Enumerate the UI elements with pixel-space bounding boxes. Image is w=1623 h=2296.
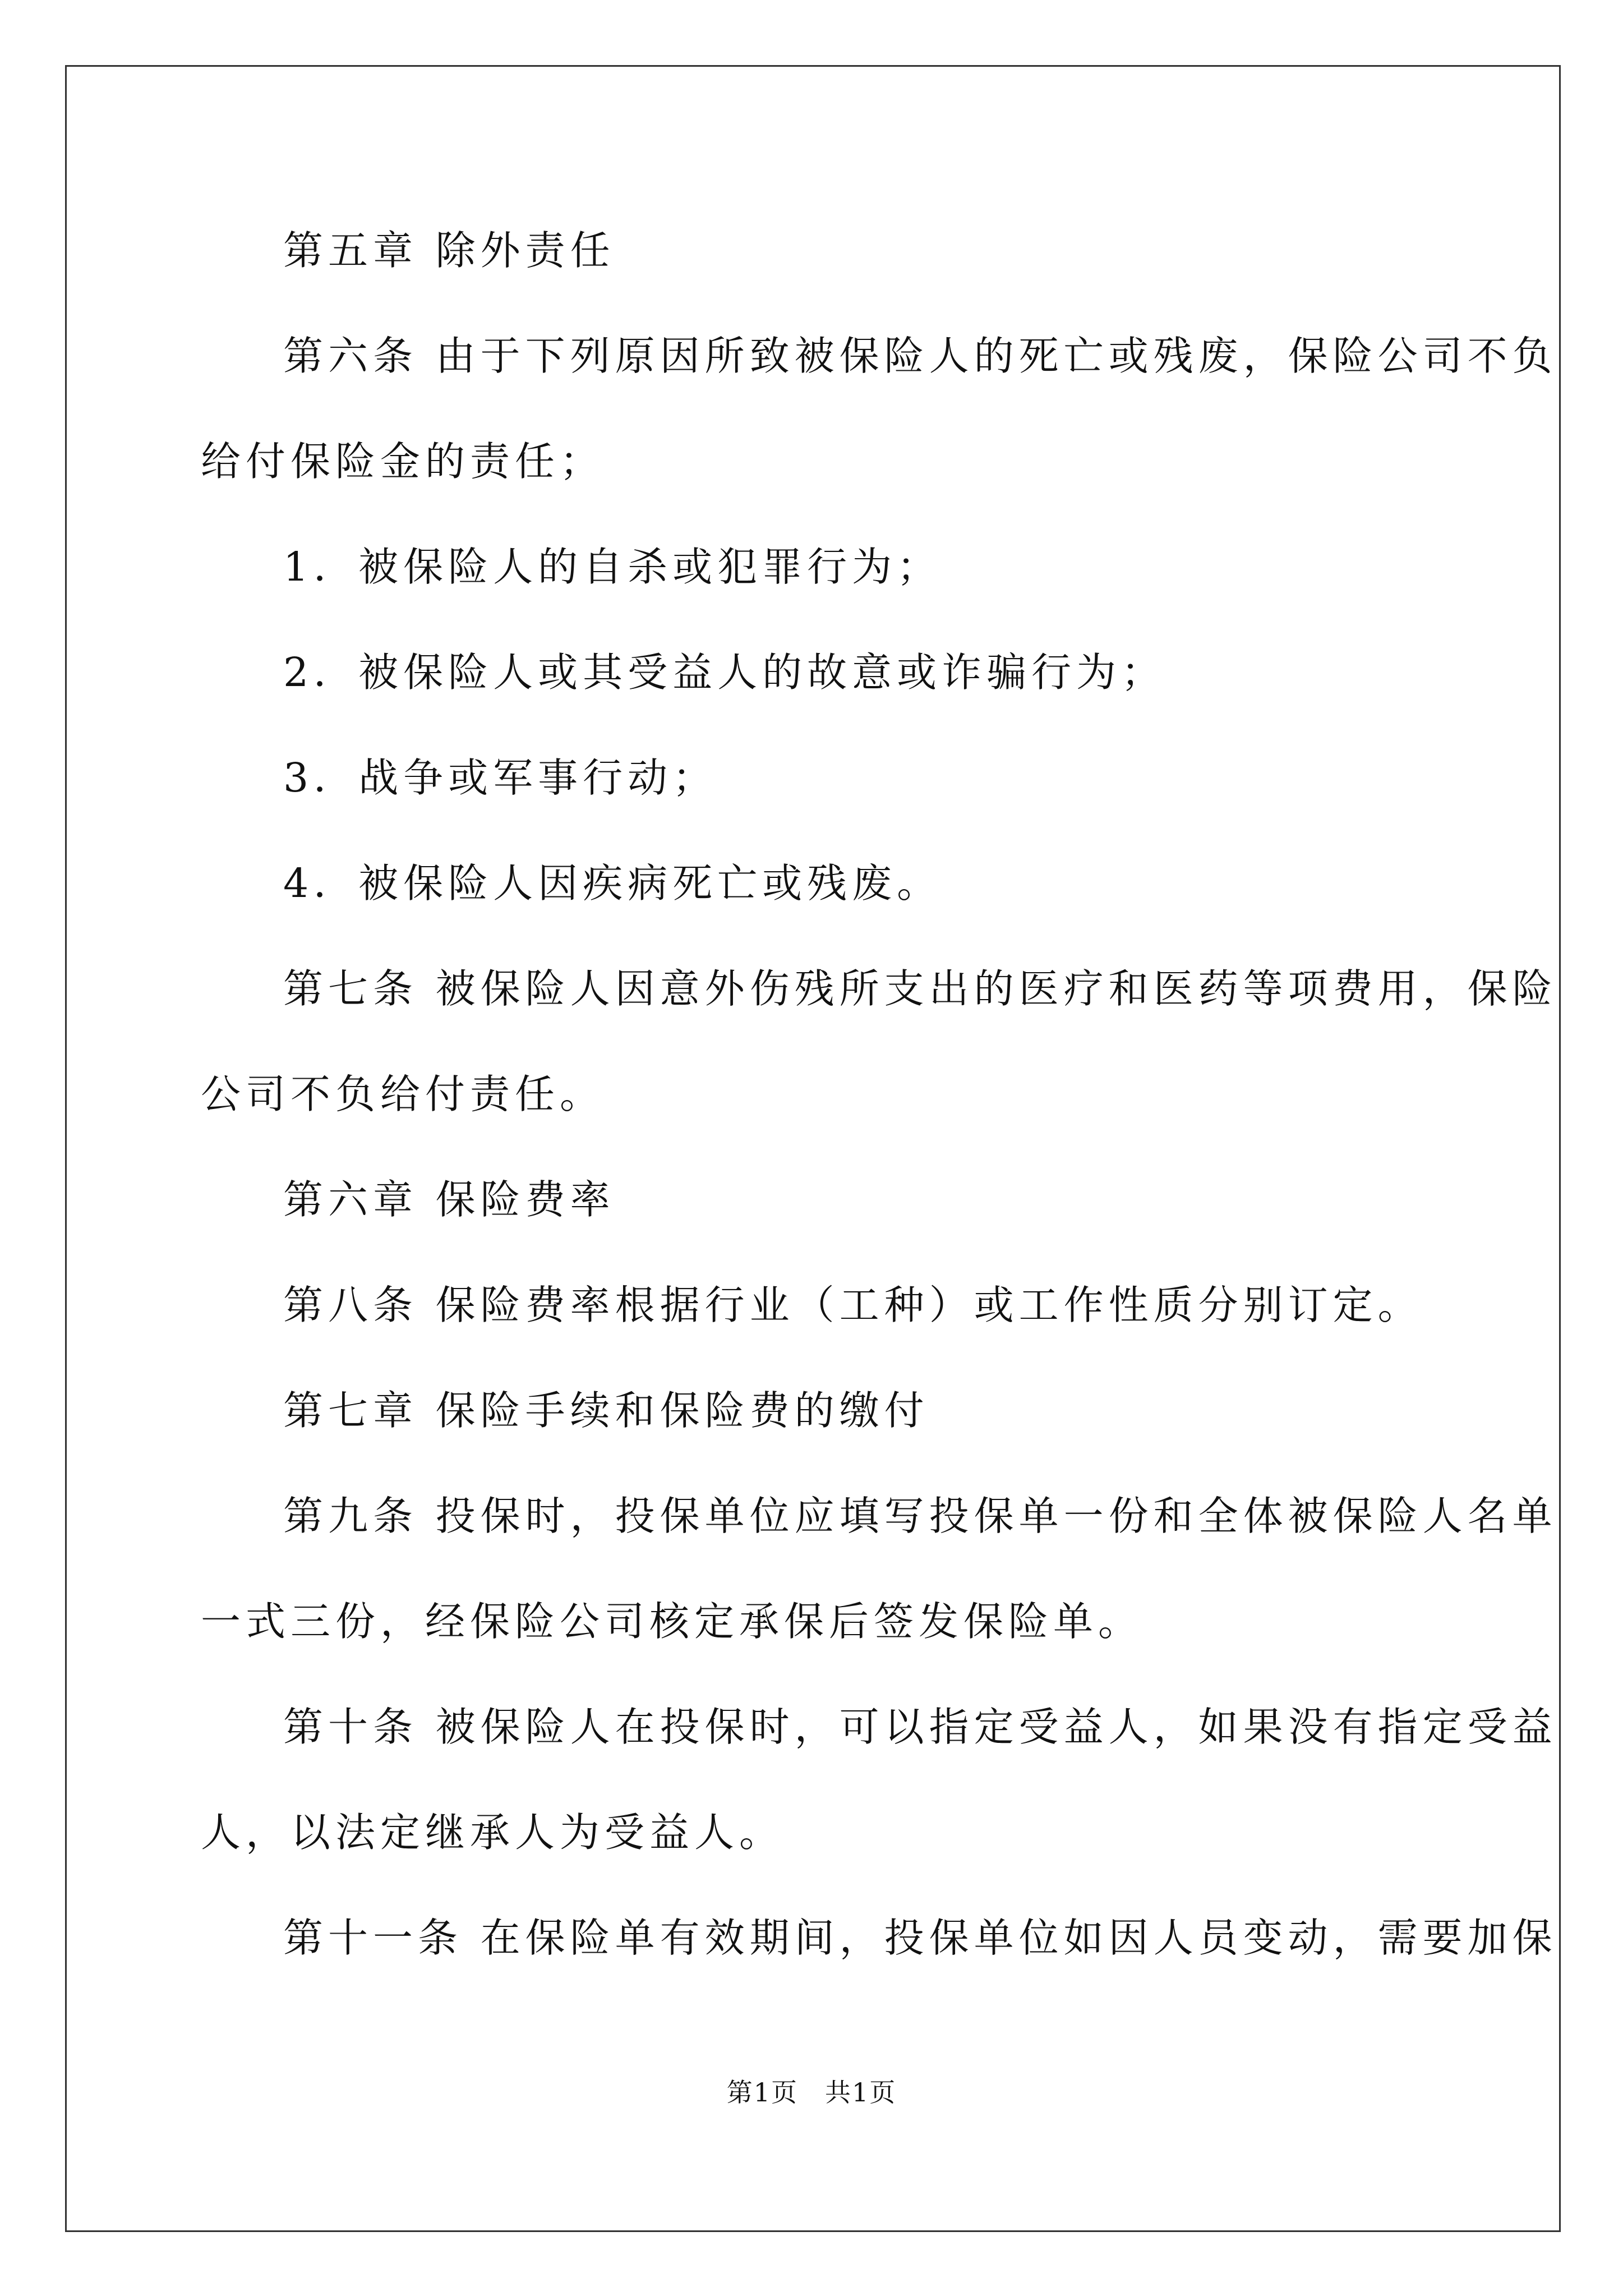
paragraph-line: 第十条 被保险人在投保时，可以指定受益人，如果没有指定受益 <box>283 1704 1557 1750</box>
list-item: 4．被保险人因疾病死亡或残废。 <box>283 860 942 907</box>
chapter-heading: 第七章 保险手续和保险费的缴付 <box>283 1387 929 1434</box>
paragraph-line: 第六条 由于下列原因所致被保险人的死亡或残废，保险公司不负 <box>283 333 1557 379</box>
list-item: 1．被保险人的自杀或犯罪行为； <box>283 544 942 590</box>
chapter-heading: 第六章 保险费率 <box>283 1176 615 1223</box>
paragraph-line: 给付保险金的责任； <box>201 438 605 485</box>
paragraph-line: 第七条 被保险人因意外伤残所支出的医疗和医药等项费用，保险 <box>283 965 1557 1012</box>
paragraph-line: 第八条 保险费率根据行业（工种）或工作性质分别订定。 <box>283 1282 1423 1328</box>
paragraph-line: 第九条 投保时，投保单位应填写投保单一份和全体被保险人名单 <box>283 1493 1557 1539</box>
list-item: 3．战争或军事行动； <box>283 754 718 801</box>
paragraph-line: 公司不负给付责任。 <box>201 1071 605 1117</box>
page-number-footer: 第1页 共1页 <box>726 2077 897 2108</box>
paragraph-line: 人，以法定继承人为受益人。 <box>201 1809 785 1856</box>
paragraph-line: 一式三份，经保险公司核定承保后签发保险单。 <box>201 1598 1144 1645</box>
list-item: 2．被保险人或其受益人的故意或诈骗行为； <box>283 649 1166 696</box>
paragraph-line: 第十一条 在保险单有效期间，投保单位如因人员变动，需要加保 <box>283 1915 1557 1961</box>
page-border <box>65 65 1561 2232</box>
chapter-heading: 第五章 除外责任 <box>283 227 615 274</box>
